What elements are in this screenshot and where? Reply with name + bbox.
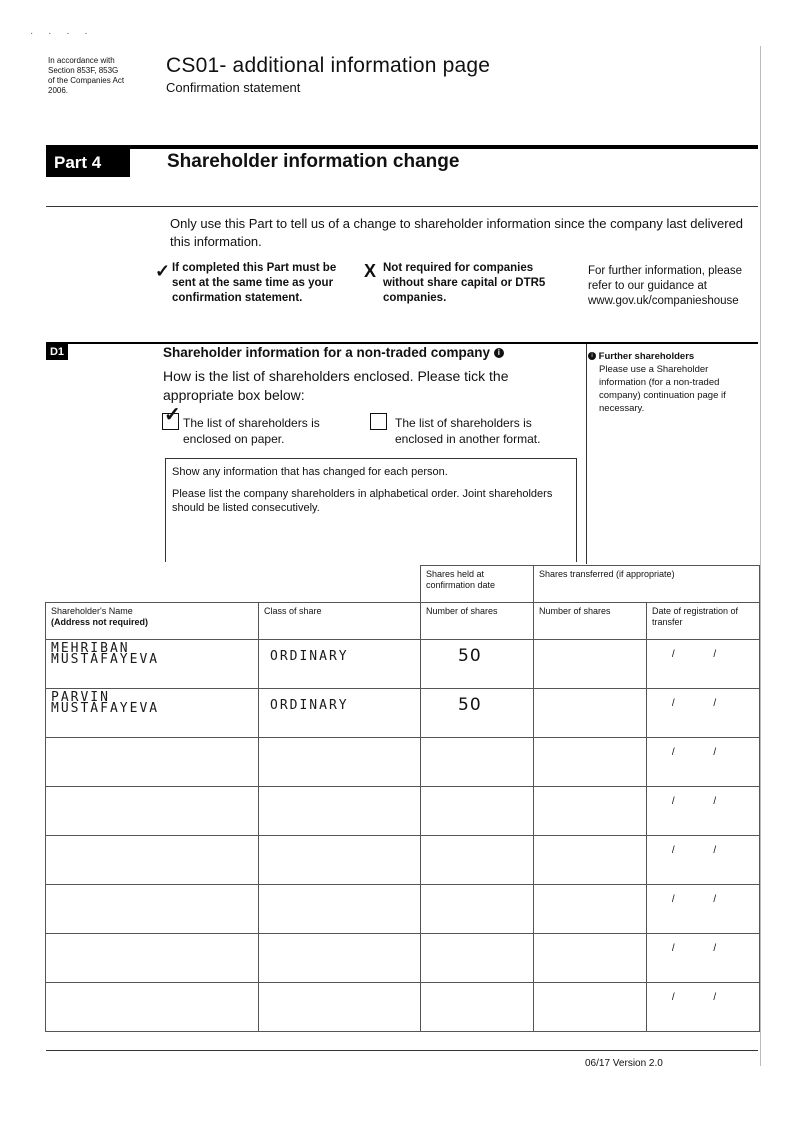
shares-cell[interactable] bbox=[421, 933, 534, 982]
note-required: If completed this Part must be sent at the same time as your confirmation statement. bbox=[172, 262, 337, 304]
transferred-cell[interactable] bbox=[534, 982, 647, 1031]
further-shareholders-panel bbox=[588, 350, 748, 415]
note-guidance: For further information, please refer to our guidance at www.gov.uk/companieshouse bbox=[588, 265, 743, 307]
shares-cell[interactable] bbox=[421, 982, 534, 1031]
name-cell[interactable] bbox=[46, 688, 259, 737]
other-format-checkbox[interactable] bbox=[370, 413, 387, 430]
part-title: Shareholder information change bbox=[167, 151, 460, 172]
shares-value bbox=[426, 741, 528, 749]
class-cell[interactable] bbox=[259, 639, 421, 688]
date-placeholder: / / bbox=[671, 893, 735, 905]
date-placeholder: / / bbox=[671, 991, 735, 1003]
shares-cell[interactable] bbox=[421, 639, 534, 688]
transferred-cell[interactable] bbox=[534, 639, 647, 688]
transferred-cell[interactable] bbox=[534, 884, 647, 933]
date-cell[interactable] bbox=[647, 737, 760, 786]
further-shareholders-title: Further shareholders bbox=[598, 351, 695, 362]
transferred-cell[interactable] bbox=[534, 737, 647, 786]
version-footer: 06/17 Version 2.0 bbox=[585, 1058, 663, 1069]
name-cell[interactable] bbox=[46, 982, 259, 1031]
check-mark-icon: ✓ bbox=[155, 261, 171, 281]
class-value bbox=[264, 741, 415, 749]
shares-value bbox=[426, 790, 528, 798]
class-cell[interactable] bbox=[259, 737, 421, 786]
name-line-2: MUSTAFAYEVA bbox=[51, 700, 160, 716]
shares-cell[interactable] bbox=[421, 835, 534, 884]
part-intro: Only use this Part to tell us of a change to shareholder information since the company last delivered this information. bbox=[170, 216, 744, 249]
name-cell[interactable] bbox=[46, 786, 259, 835]
shares-value: 50 bbox=[458, 694, 482, 715]
section-title bbox=[163, 345, 504, 360]
class-value bbox=[264, 986, 415, 994]
class-value bbox=[264, 790, 415, 798]
cross-mark-icon: X bbox=[364, 261, 377, 281]
scan-specks: · · · · bbox=[30, 28, 94, 39]
date-placeholder: / / bbox=[671, 844, 735, 856]
class-value bbox=[264, 888, 415, 896]
date-cell[interactable] bbox=[647, 639, 760, 688]
table-row bbox=[46, 933, 760, 982]
class-value bbox=[264, 937, 415, 945]
class-value bbox=[264, 839, 415, 847]
class-value: ORDINARY bbox=[270, 648, 349, 664]
class-cell[interactable] bbox=[259, 884, 421, 933]
info-icon: i bbox=[494, 348, 504, 358]
group-transferred-header: Shares transferred (if appropriate) bbox=[534, 566, 760, 603]
tick-icon: ✓ bbox=[164, 404, 181, 426]
name-line-2: MUSTAFAYEVA bbox=[51, 651, 160, 667]
shareholder-table bbox=[45, 565, 760, 1032]
col-class-header: Class of share bbox=[259, 602, 421, 639]
part-tag: Part 4 bbox=[46, 149, 130, 177]
part-rule bbox=[46, 145, 758, 149]
accordance-note: In accordance with Section 853F, 853G of the Companies Act 2006. bbox=[48, 56, 125, 95]
table-header bbox=[46, 602, 760, 639]
further-shareholders-text: Please use a Shareholder information (for a non-traded company) continuation page if necessary. bbox=[599, 364, 726, 414]
table-row bbox=[46, 982, 760, 1031]
shares-value: 50 bbox=[458, 645, 482, 666]
paper-checkbox[interactable] bbox=[162, 404, 181, 430]
transferred-cell[interactable] bbox=[534, 688, 647, 737]
section-title-text: Shareholder information for a non-traded company bbox=[163, 345, 491, 360]
col-name-header bbox=[46, 602, 259, 639]
name-cell[interactable] bbox=[46, 884, 259, 933]
class-cell[interactable] bbox=[259, 835, 421, 884]
group-held-header: Shares held at confirmation date bbox=[421, 566, 534, 603]
shares-cell[interactable] bbox=[421, 786, 534, 835]
table-row bbox=[46, 639, 760, 688]
col-date-header: Date of registration of transfer bbox=[647, 602, 760, 639]
col-number-held-header: Number of shares bbox=[421, 602, 534, 639]
date-placeholder: / / bbox=[671, 648, 735, 660]
date-placeholder: / / bbox=[671, 942, 735, 954]
table-row bbox=[46, 737, 760, 786]
shares-value bbox=[426, 839, 528, 847]
form-subtitle: Confirmation statement bbox=[166, 80, 301, 95]
further-shareholders-head bbox=[588, 350, 748, 363]
name-cell[interactable] bbox=[46, 933, 259, 982]
table-row bbox=[46, 835, 760, 884]
class-value: ORDINARY bbox=[270, 697, 349, 713]
shares-value bbox=[426, 986, 528, 994]
right-margin-line bbox=[760, 46, 761, 1066]
shares-value bbox=[426, 937, 528, 945]
date-cell[interactable] bbox=[647, 688, 760, 737]
other-format-option-label: The list of shareholders is enclosed in another format. bbox=[395, 416, 541, 446]
col-number-transferred-header: Number of shares bbox=[534, 602, 647, 639]
date-cell[interactable] bbox=[647, 786, 760, 835]
date-placeholder: / / bbox=[671, 697, 735, 709]
section-rule bbox=[46, 342, 758, 344]
shares-cell[interactable] bbox=[421, 884, 534, 933]
class-cell[interactable] bbox=[259, 933, 421, 982]
form-title: CS01- additional information page bbox=[166, 54, 491, 77]
side-divider bbox=[586, 344, 587, 564]
table-row bbox=[46, 688, 760, 737]
date-cell[interactable] bbox=[647, 933, 760, 982]
section-question: How is the list of shareholders enclosed. Please tick the appropriate box below: bbox=[163, 368, 509, 403]
paper-option-label: The list of shareholders is enclosed on paper. bbox=[183, 416, 320, 446]
info-line-1: Show any information that has changed for each person. bbox=[172, 466, 448, 478]
date-placeholder: / / bbox=[671, 746, 735, 758]
class-cell[interactable] bbox=[259, 688, 421, 737]
transferred-cell[interactable] bbox=[534, 933, 647, 982]
shares-cell[interactable] bbox=[421, 688, 534, 737]
class-cell[interactable] bbox=[259, 982, 421, 1031]
col-name-note: (Address not required) bbox=[51, 616, 149, 627]
section-tag: D1 bbox=[46, 344, 68, 360]
name-cell[interactable] bbox=[46, 835, 259, 884]
transferred-cell[interactable] bbox=[534, 786, 647, 835]
info-box bbox=[165, 458, 577, 562]
name-line-1: PARVIN bbox=[51, 689, 110, 705]
transferred-cell[interactable] bbox=[534, 835, 647, 884]
name-line-1: MEHRIBAN bbox=[51, 640, 130, 656]
shares-cell[interactable] bbox=[421, 737, 534, 786]
table-row bbox=[46, 884, 760, 933]
note-not-required: Not required for companies without share capital or DTR5 companies. bbox=[383, 262, 546, 304]
divider bbox=[46, 206, 758, 207]
date-cell[interactable] bbox=[647, 835, 760, 884]
bottom-rule bbox=[46, 1050, 758, 1051]
date-cell[interactable] bbox=[647, 982, 760, 1031]
info-line-2: Please list the company shareholders in alphabetical order. Joint shareholders should be listed consecutively. bbox=[172, 488, 553, 514]
table-row bbox=[46, 786, 760, 835]
col-name-label: Shareholder's Name bbox=[51, 605, 133, 616]
name-cell[interactable] bbox=[46, 639, 259, 688]
class-cell[interactable] bbox=[259, 786, 421, 835]
date-cell[interactable] bbox=[647, 884, 760, 933]
table-group-header bbox=[46, 566, 760, 603]
shares-value bbox=[426, 888, 528, 896]
info-icon: i bbox=[588, 352, 596, 360]
name-cell[interactable] bbox=[46, 737, 259, 786]
date-placeholder: / / bbox=[671, 795, 735, 807]
